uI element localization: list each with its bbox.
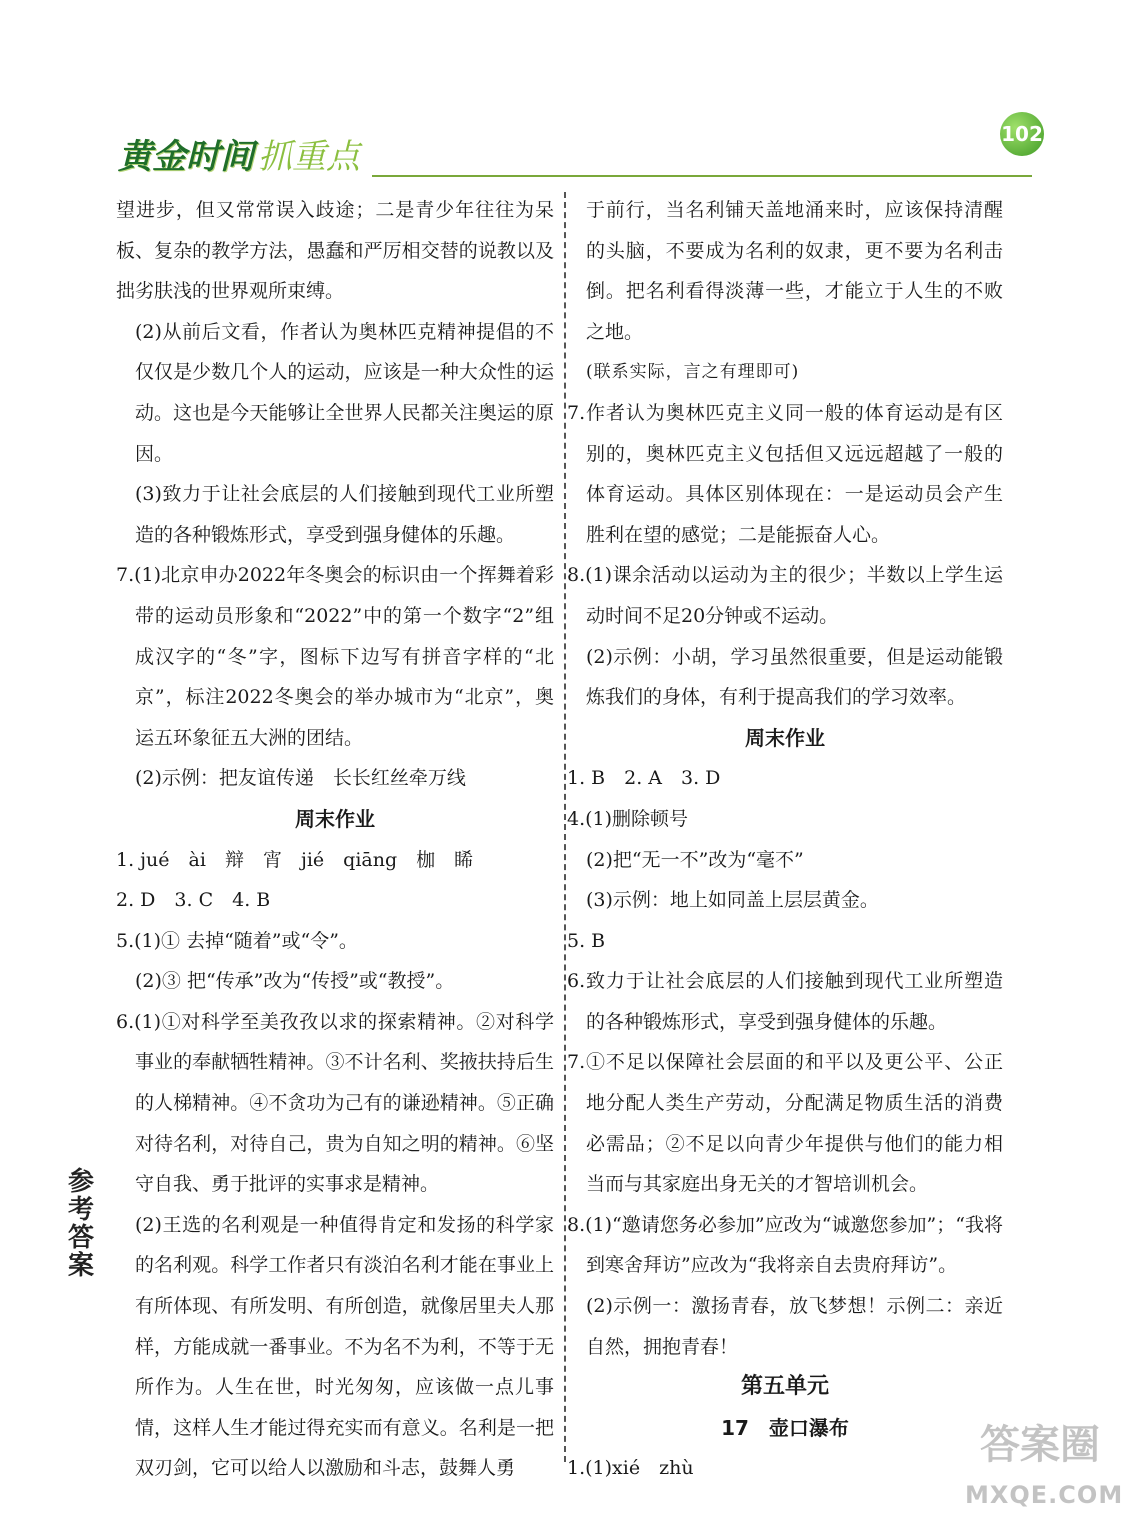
- section-heading: 周末作业: [295, 806, 375, 831]
- answer-paragraph: 5.(1)① 去掉“随着”或“令”。: [116, 929, 358, 952]
- answer-paragraph: (2)示例一：激扬青春，放飞梦想！示例二：亲近自然，拥抱青春！: [586, 1295, 1003, 1358]
- answer-paragraph: (联系实际，言之有理即可): [586, 362, 800, 383]
- watermark-logo-text: 答案圈: [980, 1422, 1100, 1468]
- section-heading: 第五单元: [740, 1374, 829, 1400]
- answer-paragraph: 7.(1)北京申办2022年冬奥会的标识由一个挥舞着彩带的运动员形象和“2022”中的第一个数字“2”组成汉字的“冬”字，图标下边写有拼音字样的“北京”，标注2022冬奥会的举办城市为“北京”，奥运五环象征五大洲的团结。: [116, 564, 554, 749]
- answer-paragraph: (2)把“无一不”改为“毫不”: [586, 848, 804, 871]
- answer-paragraph: 1.(1)xié zhù: [567, 1457, 694, 1480]
- section-heading: 周末作业: [745, 725, 825, 750]
- answer-paragraph: 1. B 2. A 3. D: [567, 767, 721, 790]
- answer-paragraph: 4.(1)删除顿号: [567, 807, 689, 830]
- answer-paragraph: 6.(1)①对科学至美孜孜以求的探索精神。②对科学事业的奉献牺牲精神。③不计名利、奖掖扶持后生的人梯精神。④不贪功为己有的谦逊精神。⑤正确对待名利，对待自己，贵为自知之明的精神。⑥坚守自我、勇于批评的实事求是精神。: [116, 1010, 554, 1196]
- side-label: 参考答案: [67, 1167, 94, 1281]
- answer-paragraph: 6.致力于让社会底层的人们接触到现代工业所塑造的各种锻炼形式，享受到强身健体的乐趣。: [567, 970, 1003, 1033]
- header-rule: [372, 175, 1032, 177]
- column-divider: [564, 192, 566, 1462]
- answer-paragraph: 7.①不足以保障社会层面的和平以及更公平、公正地分配人类生产劳动，分配满足物质生活的消费必需品；②不足以向青少年提供与他们的能力相当而与其家庭出身无关的才智培训机会。: [567, 1051, 1003, 1196]
- answer-paragraph: (2)王选的名利观是一种值得肯定和发扬的科学家的名利观。科学工作者只有淡泊名利才能在事业上有所体现、有所发明、有所创造，就像居里夫人那样，方能成就一番事业。不为名不为利，不等于无所作为。人生在世，时光匆匆，应该做一点儿事情，这样人生才能过得充实而有意义。名利是一把双刃剑，它可以给人以激励和斗志，鼓舞人勇: [135, 1213, 554, 1480]
- answer-paragraph: (2)从前后文看，作者认为奥林匹克精神提倡的不仅仅是少数几个人的运动，应该是一种大众性的运动。这也是今天能够让全世界人民都关注奥运的原因。: [135, 320, 554, 465]
- logo-gold-text: 黄金时间: [118, 137, 254, 177]
- left-column: [116, 190, 554, 1489]
- answer-paragraph: 8.(1)课余活动以运动为主的很少；半数以上学生运动时间不足20分钟或不运动。: [567, 564, 1003, 627]
- answer-paragraph: (2)示例：把友谊传递 长长红丝牵万线: [135, 767, 466, 790]
- answer-paragraph: 2. D 3. C 4. B: [116, 889, 271, 912]
- page-header: [112, 135, 1034, 183]
- answer-paragraph: 望进步，但又常常误入歧途；二是青少年往往为呆板、复杂的教学方法，愚蠢和严厉相交替的说教以及拙劣肤浅的世界观所束缚。: [116, 199, 554, 303]
- answer-paragraph: (3)致力于让社会底层的人们接触到现代工业所塑造的各种锻炼形式，享受到强身健体的乐趣。: [135, 483, 554, 546]
- answer-paragraph: 1. jué ài 辩 宵 jié qiāng 枷 睎: [116, 848, 474, 871]
- answer-paragraph: 7.作者认为奥林匹克主义同一般的体育运动是有区别的，奥林匹克主义包括但又远远超越了一般的体育运动。具体区别体现在：一是运动员会产生胜利在望的感觉；二是能振奋人心。: [567, 401, 1003, 546]
- book-logo: [118, 135, 360, 179]
- page-number-badge: 102: [1000, 112, 1044, 156]
- logo-focus-text: 抓重点: [258, 137, 360, 177]
- section-heading: 17 壶口瀑布: [721, 1415, 849, 1440]
- answer-paragraph: 8.(1)“邀请您务必参加”应改为“诚邀您参加”；“我将到寒舍拜访”应改为“我将亲自去贵府拜访”。: [567, 1213, 1003, 1277]
- watermark-url: MXQE.COM: [965, 1481, 1124, 1509]
- answer-paragraph: 5. B: [567, 929, 606, 952]
- answer-paragraph: (2)③ 把“传承”改为“传授”或“教授”。: [135, 970, 455, 993]
- answer-paragraph: (3)示例：地上如同盖上层层黄金。: [586, 889, 879, 912]
- answer-paragraph: (2)示例：小胡，学习虽然很重要，但是运动能锻炼我们的身体，有利于提高我们的学习效率。: [586, 645, 1003, 709]
- answer-paragraph: 于前行，当名利铺天盖地涌来时，应该保持清醒的头脑，不要成为名利的奴隶，更不要为名利击倒。把名利看得淡薄一些，才能立于人生的不败之地。: [586, 199, 1003, 343]
- watermark: [965, 1415, 1124, 1525]
- right-column: [567, 190, 1003, 1489]
